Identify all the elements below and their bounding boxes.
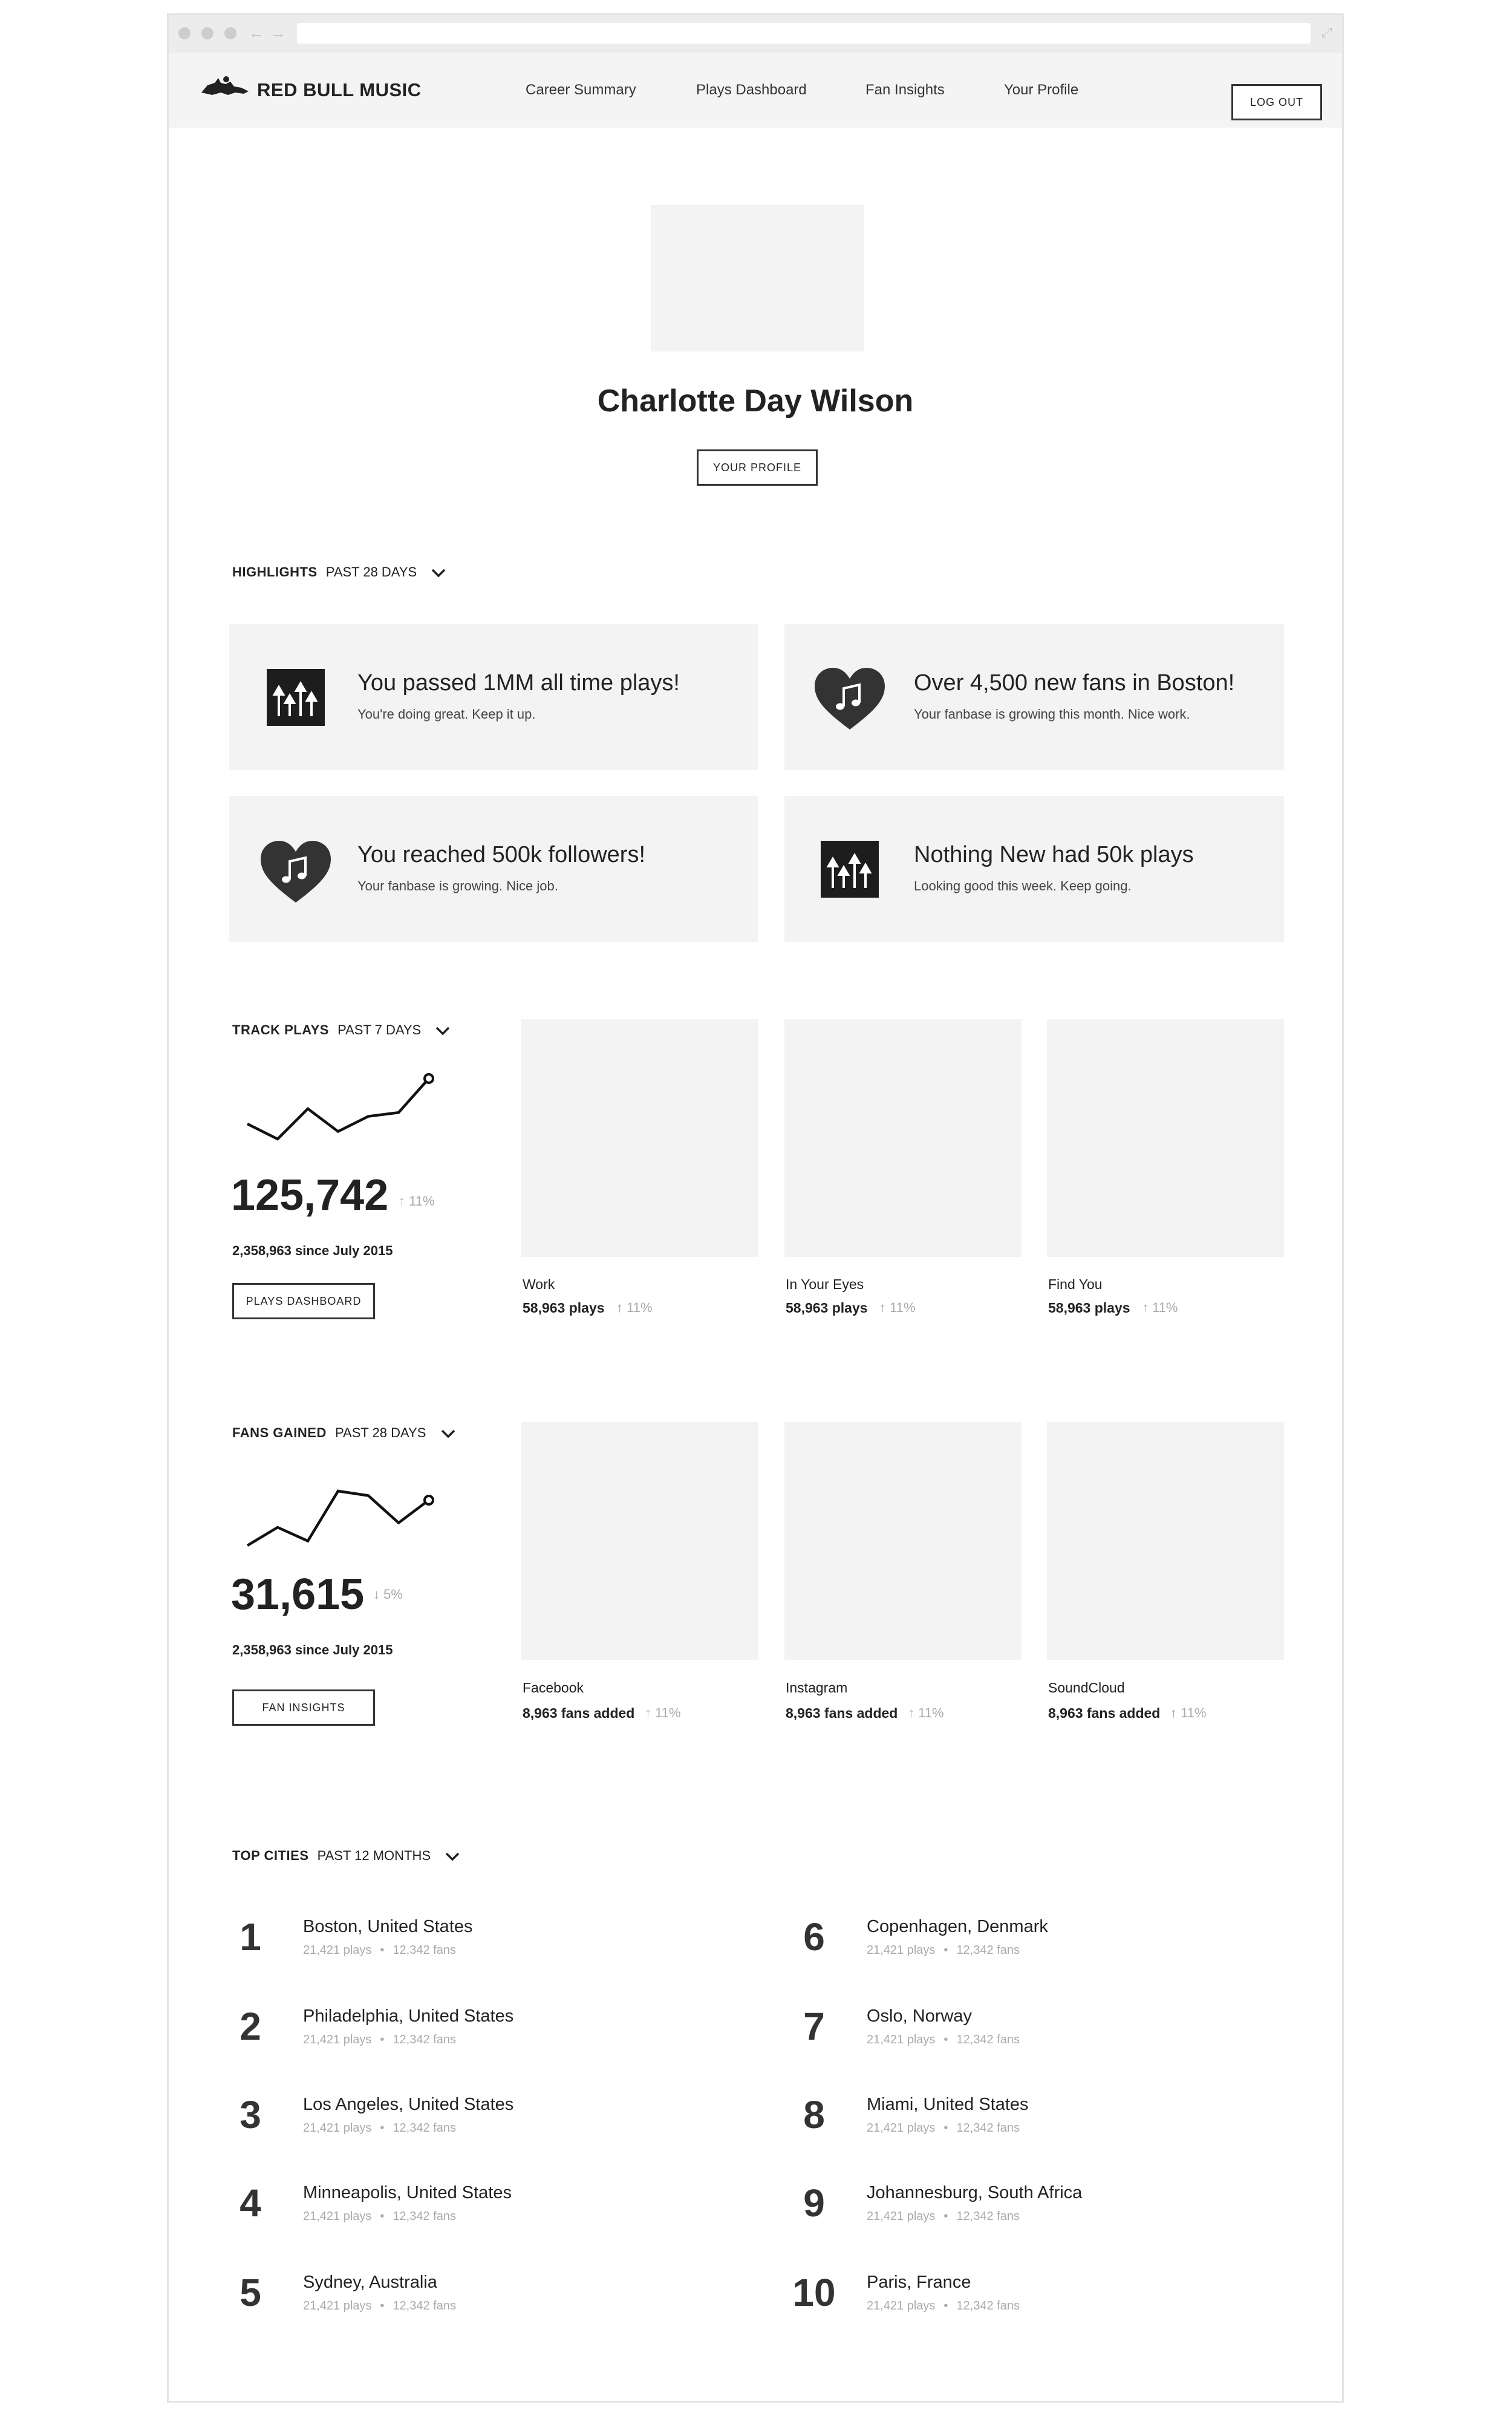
separator-dot: • <box>943 2121 948 2135</box>
city-rank: 4 <box>240 2181 261 2225</box>
plays-sparkline <box>241 1072 435 1145</box>
platform-fans-value: 8,963 fans added <box>786 1705 898 1721</box>
chevron-down-icon[interactable] <box>445 1852 460 1861</box>
profile-photo-placeholder <box>651 205 864 351</box>
platform-title[interactable]: Facebook <box>523 1680 584 1696</box>
highlight-title: Over 4,500 new fans in Boston! <box>914 670 1235 696</box>
city-fans: 12,342 fans <box>393 2121 456 2135</box>
bull-logo-icon <box>199 74 253 101</box>
city-plays: 21,421 plays <box>867 2210 936 2223</box>
city-rank: 3 <box>240 2093 261 2136</box>
track-plays-period: PAST 7 DAYS <box>337 1022 422 1037</box>
plays-since: 2,358,963 since July 2015 <box>232 1243 393 1258</box>
track-delta <box>616 1300 653 1316</box>
fans-delta <box>373 1587 403 1602</box>
city-meta <box>867 2210 1020 2224</box>
highlight-title: You passed 1MM all time plays! <box>357 670 680 696</box>
city-plays: 21,421 plays <box>867 2299 936 2313</box>
platform-title[interactable]: Instagram <box>786 1680 848 1696</box>
plays-dashboard-button[interactable]: PLAYS DASHBOARD <box>232 1283 375 1319</box>
track-title[interactable]: Find You <box>1048 1276 1103 1292</box>
city-meta <box>303 2210 456 2224</box>
city-rank: 10 <box>792 2271 836 2314</box>
track-title[interactable]: In Your Eyes <box>786 1276 864 1292</box>
city-name: Paris, France <box>867 2273 971 2292</box>
arrow-up-icon: ↑ <box>1170 1705 1177 1720</box>
track-delta-value: 11% <box>627 1300 653 1315</box>
highlight-card <box>229 796 758 942</box>
fans-sparkline <box>241 1485 435 1552</box>
sparkline-line <box>247 1079 429 1139</box>
platform-delta-value: 11% <box>918 1705 944 1720</box>
city-list-item[interactable] <box>217 1914 701 1975</box>
sparkline-endpoint <box>425 1496 433 1504</box>
city-fans: 12,342 fans <box>956 2210 1020 2223</box>
highlights-label: HIGHLIGHTS <box>232 564 318 579</box>
city-rank: 8 <box>803 2093 825 2136</box>
arrow-up-icon: ↑ <box>908 1705 914 1720</box>
heart-music-icon <box>813 667 886 731</box>
heart-music-icon <box>259 840 332 904</box>
city-fans: 12,342 fans <box>956 2033 1020 2046</box>
highlights-header[interactable] <box>232 564 446 580</box>
city-fans: 12,342 fans <box>956 2299 1020 2313</box>
city-list-item[interactable] <box>217 2181 701 2241</box>
city-rank: 6 <box>803 1915 825 1959</box>
track-plays-label: TRACK PLAYS <box>232 1022 329 1037</box>
arrow-up-icon: ↑ <box>879 1300 886 1315</box>
equalizer-icon <box>821 841 879 898</box>
highlight-card <box>229 624 758 770</box>
top-cities-period: PAST 12 MONTHS <box>317 1848 431 1863</box>
sparkline-endpoint <box>425 1074 433 1083</box>
nav-career-summary[interactable]: Career Summary <box>526 82 636 98</box>
city-list-item[interactable] <box>217 2004 701 2065</box>
city-rank: 2 <box>240 2005 261 2048</box>
track-delta-value: 11% <box>1152 1300 1178 1315</box>
chevron-down-icon[interactable] <box>441 1429 455 1438</box>
highlight-subtitle: Your fanbase is growing. Nice job. <box>357 878 558 893</box>
logout-button[interactable]: LOG OUT <box>1231 84 1322 120</box>
city-plays: 21,421 plays <box>303 1944 372 1957</box>
city-plays: 21,421 plays <box>303 2033 372 2046</box>
city-fans: 12,342 fans <box>393 2210 456 2223</box>
browser-window <box>167 13 1344 2403</box>
window-minimize-dot[interactable] <box>201 27 213 39</box>
platform-delta-value: 11% <box>655 1705 681 1720</box>
platform-fans-value: 8,963 fans added <box>523 1705 635 1721</box>
city-list-item[interactable] <box>781 2092 1265 2153</box>
platform-delta <box>908 1705 944 1721</box>
city-meta <box>303 2299 456 2313</box>
track-delta-value: 11% <box>890 1300 916 1315</box>
city-plays: 21,421 plays <box>303 2299 372 2313</box>
social-artwork-placeholder <box>784 1422 1022 1660</box>
city-plays: 21,421 plays <box>867 1944 936 1957</box>
arrow-up-icon: ↑ <box>645 1705 651 1720</box>
city-name: Oslo, Norway <box>867 2006 973 2026</box>
track-plays-value: 58,963 plays <box>523 1300 605 1316</box>
city-fans: 12,342 fans <box>956 1944 1020 1957</box>
track-artwork-placeholder <box>784 1019 1022 1257</box>
track-plays-header[interactable] <box>232 1022 450 1038</box>
fans-delta-value: 5% <box>383 1587 403 1602</box>
address-bar[interactable] <box>297 23 1311 44</box>
plays-total: 125,742 <box>231 1171 389 1219</box>
city-name: Johannesburg, South Africa <box>867 2183 1083 2202</box>
city-name: Copenhagen, Denmark <box>867 1917 1048 1936</box>
separator-dot: • <box>380 2121 385 2135</box>
platform-title[interactable]: SoundCloud <box>1048 1680 1125 1696</box>
city-list-item[interactable] <box>217 2270 701 2331</box>
highlight-title: Nothing New had 50k plays <box>914 842 1194 867</box>
city-meta <box>303 2033 456 2047</box>
city-plays: 21,421 plays <box>303 2210 372 2223</box>
city-list-item[interactable] <box>781 2004 1265 2065</box>
separator-dot: • <box>380 1944 385 1957</box>
highlight-subtitle: Your fanbase is growing this month. Nice work. <box>914 707 1190 722</box>
track-artwork-placeholder <box>1047 1019 1284 1257</box>
expand-icon[interactable]: ⤢ <box>1321 25 1332 40</box>
city-rank: 1 <box>240 1915 261 1959</box>
highlight-card <box>784 624 1284 770</box>
back-arrow-icon[interactable]: ← <box>249 24 264 42</box>
track-delta <box>1142 1300 1178 1316</box>
arrow-up-icon: ↑ <box>399 1193 405 1209</box>
city-fans: 12,342 fans <box>393 2299 456 2313</box>
forward-arrow-icon[interactable]: → <box>270 24 286 42</box>
plays-delta-value: 11% <box>409 1193 435 1209</box>
city-name: Boston, United States <box>303 1917 473 1936</box>
city-name: Miami, United States <box>867 2095 1029 2114</box>
window-maximize-dot[interactable] <box>224 27 236 39</box>
city-rank: 7 <box>803 2005 825 2048</box>
city-rank: 5 <box>240 2271 261 2314</box>
nav-fan-insights[interactable]: Fan Insights <box>865 82 945 98</box>
highlight-card <box>784 796 1284 942</box>
city-name: Minneapolis, United States <box>303 2183 512 2202</box>
track-plays-value: 58,963 plays <box>786 1300 868 1316</box>
arrow-up-icon: ↑ <box>616 1300 623 1315</box>
city-rank: 9 <box>803 2181 825 2225</box>
fans-gained-period: PAST 28 DAYS <box>334 1425 426 1440</box>
city-name: Los Angeles, United States <box>303 2095 514 2114</box>
highlights-period: PAST 28 DAYS <box>325 564 417 579</box>
city-plays: 21,421 plays <box>303 2121 372 2135</box>
highlight-subtitle: Looking good this week. Keep going. <box>914 878 1132 893</box>
social-artwork-placeholder <box>521 1422 758 1660</box>
city-name: Philadelphia, United States <box>303 2006 514 2026</box>
track-artwork-placeholder <box>521 1019 758 1257</box>
chevron-down-icon[interactable] <box>435 1027 450 1035</box>
plays-delta <box>399 1193 435 1209</box>
track-title[interactable]: Work <box>523 1276 555 1292</box>
social-artwork-placeholder <box>1047 1422 1284 1660</box>
highlight-title: You reached 500k followers! <box>357 842 646 867</box>
city-meta <box>867 1944 1020 1957</box>
city-fans: 12,342 fans <box>393 1944 456 1957</box>
track-delta <box>879 1300 916 1316</box>
brand-name: RED BULL MUSIC <box>257 79 422 100</box>
separator-dot: • <box>380 2210 385 2223</box>
platform-fans-value: 8,963 fans added <box>1048 1705 1161 1721</box>
city-fans: 12,342 fans <box>393 2033 456 2046</box>
platform-delta <box>645 1705 681 1721</box>
separator-dot: • <box>943 2210 948 2223</box>
separator-dot: • <box>380 2299 385 2313</box>
city-meta <box>867 2033 1020 2047</box>
city-list-item[interactable] <box>781 1914 1265 1975</box>
city-meta <box>303 1944 456 1957</box>
city-list-item[interactable] <box>781 2270 1265 2331</box>
platform-delta <box>1170 1705 1207 1721</box>
city-meta <box>867 2121 1020 2135</box>
window-close-dot[interactable] <box>178 27 191 39</box>
city-name: Sydney, Australia <box>303 2273 437 2292</box>
fan-insights-button[interactable]: FAN INSIGHTS <box>232 1689 375 1726</box>
top-cities-header[interactable] <box>232 1848 460 1864</box>
separator-dot: • <box>943 1944 948 1957</box>
separator-dot: • <box>943 2299 948 2313</box>
top-nav <box>169 53 1342 128</box>
track-plays-value: 58,963 plays <box>1048 1300 1130 1316</box>
fans-gained-label: FANS GAINED <box>232 1425 327 1440</box>
your-profile-button[interactable]: YOUR PROFILE <box>697 449 818 486</box>
browser-chrome <box>169 15 1342 53</box>
separator-dot: • <box>943 2033 948 2046</box>
separator-dot: • <box>380 2033 385 2046</box>
city-list-item[interactable] <box>781 2181 1265 2241</box>
arrow-down-icon: ↓ <box>373 1587 380 1602</box>
arrow-up-icon: ↑ <box>1142 1300 1149 1315</box>
fans-since: 2,358,963 since July 2015 <box>232 1642 393 1657</box>
city-plays: 21,421 plays <box>867 2121 936 2135</box>
city-plays: 21,421 plays <box>867 2033 936 2046</box>
top-cities-label: TOP CITIES <box>232 1848 309 1863</box>
sparkline-line <box>247 1491 429 1546</box>
platform-delta-value: 11% <box>1181 1705 1207 1720</box>
chevron-down-icon[interactable] <box>431 569 446 577</box>
fans-gained-header[interactable] <box>232 1425 455 1441</box>
nav-your-profile[interactable]: Your Profile <box>1004 82 1079 98</box>
fans-total: 31,615 <box>231 1570 365 1619</box>
highlight-subtitle: You're doing great. Keep it up. <box>357 707 536 722</box>
city-meta <box>303 2121 456 2135</box>
profile-name: Charlotte Day Wilson <box>597 384 914 419</box>
city-list-item[interactable] <box>217 2092 701 2153</box>
city-meta <box>867 2299 1020 2313</box>
nav-plays-dashboard[interactable]: Plays Dashboard <box>696 82 807 98</box>
equalizer-icon <box>267 669 325 726</box>
city-fans: 12,342 fans <box>956 2121 1020 2135</box>
